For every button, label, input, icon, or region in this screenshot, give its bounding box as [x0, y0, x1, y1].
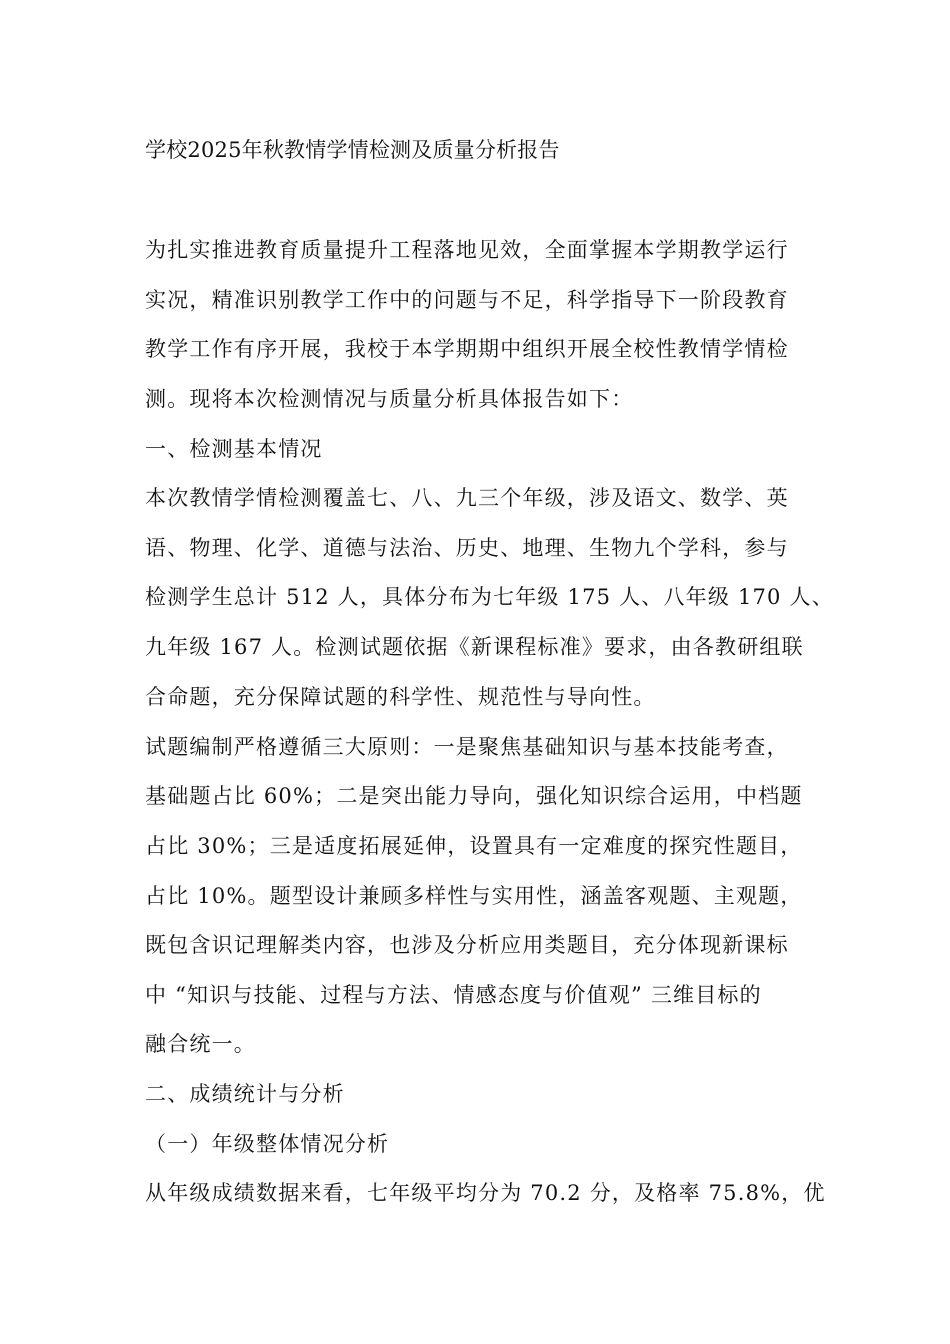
body-line: 九年级 167 人。检测试题依据《新课程标准》要求，由各教研组联: [145, 635, 804, 659]
body-line: 本次教情学情检测覆盖七、八、九三个年级，涉及语文、数学、英: [145, 486, 789, 510]
body-line: 既包含识记理解类内容，也涉及分析应用类题目，充分体现新课标: [145, 933, 789, 957]
body-line: 合命题，充分保障试题的科学性、规范性与导向性。: [145, 685, 656, 709]
body-line: 教学工作有序开展，我校于本学期期中组织开展全校性教情学情检: [145, 337, 789, 361]
body-line: 中 “知识与技能、过程与方法、情感态度与价值观” 三维目标的: [145, 983, 762, 1007]
body-line: 基础题占比 60%；二是突出能力导向，强化知识综合运用，中档题: [145, 784, 803, 808]
body-line: 语、物理、化学、道德与法治、历史、地理、生物九个学科，参与: [145, 536, 789, 560]
document-title: 学校2025年秋教情学情检测及质量分析报告: [145, 138, 560, 162]
body-line: 测。现将本次检测情况与质量分析具体报告如下：: [145, 387, 634, 411]
body-line: 占比 30%；三是适度拓展延伸，设置具有一定难度的探究性题目，: [145, 834, 803, 858]
section-heading: 二、成绩统计与分析: [145, 1082, 345, 1106]
body-line: 检测学生总计 512 人，具体分布为七年级 175 人、八年级 170 人、: [145, 585, 834, 609]
subsection-heading: （一）年级整体情况分析: [145, 1132, 390, 1156]
body-line: 为扎实推进教育质量提升工程落地见效，全面掌握本学期教学运行: [145, 238, 789, 262]
body-line: 占比 10%。题型设计兼顾多样性与实用性，涵盖客观题、主观题，: [145, 884, 803, 908]
body-line: 融合统一。: [145, 1032, 256, 1056]
body-line: 从年级成绩数据来看，七年级平均分为 70.2 分，及格率 75.8%，优: [145, 1181, 826, 1205]
section-heading: 一、检测基本情况: [145, 437, 323, 461]
body-line: 试题编制严格遵循三大原则：一是聚焦基础知识与基本技能考查，: [145, 735, 789, 759]
body-line: 实况，精准识别教学工作中的问题与不足，科学指导下一阶段教育: [145, 288, 789, 312]
